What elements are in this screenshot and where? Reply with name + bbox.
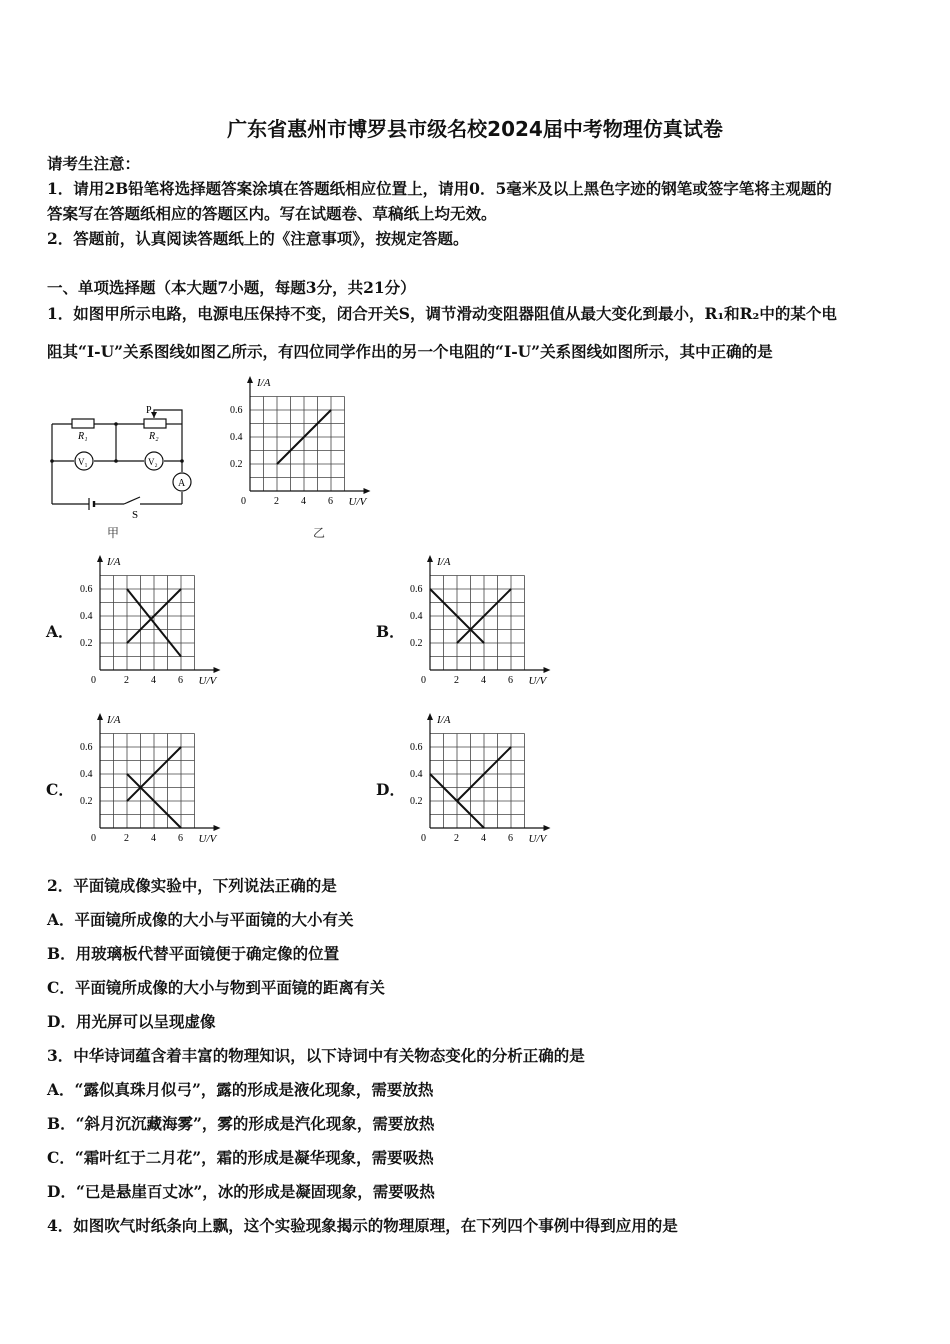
x-axis-label: U/V <box>198 833 217 845</box>
x-tick-label: 4 <box>151 675 156 686</box>
y-tick-label: 0.4 <box>80 611 93 622</box>
q3-stem: 3．中华诗词蕴含着丰富的物理知识，以下诗词中有关物态变化的分析正确的是 <box>47 1046 585 1065</box>
q3-option-b: B．“斜月沉沉藏海雾”，雾的形成是汽化现象，需要放热 <box>47 1114 435 1133</box>
y-tick-label: 0.4 <box>410 769 423 780</box>
y-tick-label: 0.4 <box>80 769 93 780</box>
y-axis-arrow <box>427 555 433 562</box>
q2-option-d: D．用光屏可以呈现虚像 <box>47 1012 216 1031</box>
iu-graph-C <box>78 711 238 846</box>
y-tick-label: 0.4 <box>230 432 243 443</box>
y-axis-label: I/A <box>107 556 121 568</box>
x-tick-label: 6 <box>328 496 333 507</box>
notice-line-2: 答案写在答题纸相应的答题区内。写在试题卷、草稿纸上均无效。 <box>47 204 497 223</box>
option-a-label: A． <box>46 622 74 641</box>
y-axis-arrow <box>247 376 253 383</box>
label-v2: V₂ <box>148 457 158 467</box>
x-tick-label: 2 <box>124 833 129 844</box>
y-tick-label: 0.4 <box>410 611 423 622</box>
x-axis-label: U/V <box>528 833 547 845</box>
y-axis-label: I/A <box>257 377 271 389</box>
caption-jia: 甲 <box>107 526 120 540</box>
q3-option-c: C．“霜叶红于二月花”，霜的形成是凝华现象，需要吸热 <box>47 1148 434 1167</box>
x-tick-label: 6 <box>508 833 513 844</box>
y-axis-label: I/A <box>437 556 451 568</box>
q4-stem: 4．如图吹气时纸条向上飘，这个实验现象揭示的物理原理，在下列四个事例中得到应用的是 <box>47 1216 678 1235</box>
x-axis-arrow <box>214 825 221 831</box>
y-tick-label: 0.6 <box>230 405 243 416</box>
label-a: A <box>178 478 186 489</box>
q1-stem-line-1: 1．如图甲所示电路，电源电压保持不变，闭合开关S，调节滑动变阻器阻值从最大变化到最小，R₁和R₂中的某个电 <box>47 304 837 323</box>
y-tick-label: 0.2 <box>230 459 243 470</box>
x-tick-label: 4 <box>481 675 486 686</box>
x-axis-label: U/V <box>198 675 217 687</box>
origin-label: 0 <box>241 496 246 507</box>
notice-line-1: 1．请用2B铅笔将选择题答案涂填在答题纸相应位置上，请用0．5毫米及以上黑色字迹的钢笔或签字笔将主观题的 <box>47 179 832 198</box>
y-tick-label: 0.6 <box>410 584 423 595</box>
y-axis-label: I/A <box>107 714 121 726</box>
option-c-label: C． <box>46 780 74 799</box>
q2-option-b: B．用玻璃板代替平面镜便于确定像的位置 <box>47 944 340 963</box>
x-tick-label: 6 <box>178 833 183 844</box>
q1-stem-line-2: 阻其“I-U”关系图线如图乙所示，有四位同学作出的另一个电阻的“I-U”关系图线如图所示，其中正确的是 <box>47 342 773 361</box>
iu-graph-A <box>78 553 238 688</box>
notice-line-3: 2．答题前，认真阅读答题纸上的《注意事项》，按规定答题。 <box>47 229 469 248</box>
label-r2: R₂ <box>149 431 159 442</box>
x-tick-label: 4 <box>481 833 486 844</box>
x-tick-label: 2 <box>454 675 459 686</box>
y-tick-label: 0.2 <box>410 796 423 807</box>
caption-yi: 乙 <box>313 526 326 540</box>
x-tick-label: 4 <box>151 833 156 844</box>
y-axis-arrow <box>427 713 433 720</box>
q2-stem: 2．平面镜成像实验中，下列说法正确的是 <box>47 876 337 895</box>
x-axis-arrow <box>544 667 551 673</box>
x-tick-label: 2 <box>454 833 459 844</box>
y-tick-label: 0.6 <box>80 584 93 595</box>
y-tick-label: 0.2 <box>80 638 93 649</box>
origin-label: 0 <box>421 675 426 686</box>
q2-option-c: C．平面镜所成像的大小与物到平面镜的距离有关 <box>47 978 385 997</box>
y-tick-label: 0.2 <box>80 796 93 807</box>
section-heading: 一、单项选择题（本大题7小题，每题3分，共21分） <box>47 278 416 297</box>
iu-graph-D <box>408 711 568 846</box>
notice-heading: 请考生注意： <box>47 154 141 173</box>
origin-label: 0 <box>91 833 96 844</box>
q2-option-a: A．平面镜所成像的大小与平面镜的大小有关 <box>47 910 354 929</box>
x-axis-label: U/V <box>528 675 547 687</box>
label-v1: V₁ <box>78 457 88 467</box>
circuit-diagram <box>44 398 204 523</box>
x-tick-label: 6 <box>178 675 183 686</box>
y-axis-label: I/A <box>437 714 451 726</box>
x-axis-arrow <box>364 488 371 494</box>
y-axis-arrow <box>97 713 103 720</box>
iu-graph-乙 <box>228 374 388 509</box>
option-d-label: D． <box>376 780 405 799</box>
y-axis-arrow <box>97 555 103 562</box>
origin-label: 0 <box>91 675 96 686</box>
label-r1: R₁ <box>78 431 88 442</box>
q3-option-a: A．“露似真珠月似弓”，露的形成是液化现象，需要放热 <box>47 1080 434 1099</box>
label-s: S <box>132 509 139 521</box>
page-title: 广东省惠州市博罗县市级名校2024届中考物理仿真试卷 <box>227 117 723 141</box>
x-tick-label: 6 <box>508 675 513 686</box>
x-axis-label: U/V <box>348 496 367 508</box>
y-tick-label: 0.2 <box>410 638 423 649</box>
x-axis-arrow <box>214 667 221 673</box>
iu-graph-B <box>408 553 568 688</box>
q3-option-d: D．“已是悬崖百丈冰”，冰的形成是凝固现象，需要吸热 <box>47 1182 435 1201</box>
y-tick-label: 0.6 <box>410 742 423 753</box>
x-tick-label: 2 <box>124 675 129 686</box>
y-tick-label: 0.6 <box>80 742 93 753</box>
label-p: P <box>146 405 152 416</box>
x-tick-label: 4 <box>301 496 306 507</box>
x-axis-arrow <box>544 825 551 831</box>
x-tick-label: 2 <box>274 496 279 507</box>
option-b-label: B． <box>376 622 405 641</box>
origin-label: 0 <box>421 833 426 844</box>
